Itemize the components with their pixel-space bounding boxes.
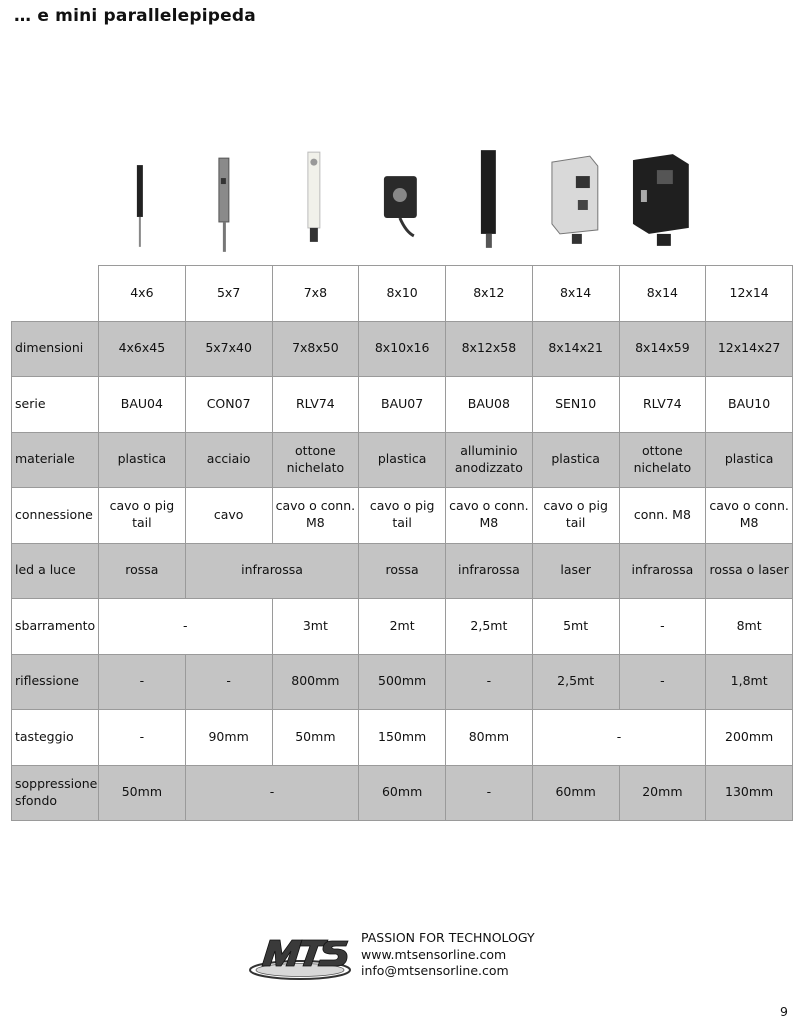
header-cell: 8x14 [619,266,706,322]
header-cell: 4x6 [99,266,186,322]
table-cell: 8x14x59 [619,321,706,377]
table-cell: 60mm [359,765,446,821]
table-cell: 150mm [359,710,446,766]
row-label: dimensioni [12,321,99,377]
page-title: … e mini parallelepipeda [14,6,256,26]
table-cell: cavo o pig tail [99,488,186,544]
table-cell: 2,5mt [446,599,533,655]
table-cell: plastica [99,432,186,488]
table-cell: rossa [359,543,446,599]
table-cell: - [532,710,706,766]
product-image-8x14-sen10 [532,140,619,262]
table-cell: 2,5mt [532,654,619,710]
table-row [12,321,793,377]
header-cell: 7x8 [272,266,359,322]
table-cell: 200mm [706,710,793,766]
table-cell: - [99,654,186,710]
table-cell: - [99,710,186,766]
footer-slogan: PASSION FOR TECHNOLOGY [361,930,535,945]
product-image-8x12 [445,140,532,262]
table-row [12,377,793,433]
table-row [12,765,793,821]
table-cell: conn. M8 [619,488,706,544]
mts-sensorline-logo [248,936,354,982]
table-cell: 12x14x27 [706,321,793,377]
product-image-5x7 [185,140,272,262]
table-cell: cavo o pig tail [532,488,619,544]
table-row [12,599,793,655]
table-cell: 8x10x16 [359,321,446,377]
table-cell: cavo [185,488,272,544]
footer-website-link[interactable]: www.mtsensorline.com [361,946,507,962]
table-cell: 8x14x21 [532,321,619,377]
page-number: 9 [780,1004,788,1019]
table-cell: - [185,654,272,710]
table-cell: 60mm [532,765,619,821]
table-cell: 500mm [359,654,446,710]
row-label: materiale [12,432,99,488]
table-cell: plastica [359,432,446,488]
table-cell: rossa [99,543,186,599]
table-cell: 2mt [359,599,446,655]
table-cell: BAU04 [99,377,186,433]
table-cell: - [185,765,359,821]
table-cell: 50mm [272,710,359,766]
header-cell: 8x12 [446,266,533,322]
table-cell: SEN10 [532,377,619,433]
table-header-row [12,266,793,322]
table-cell: laser [532,543,619,599]
product-photos [98,140,792,262]
table-cell: 50mm [99,765,186,821]
table-cell: - [446,765,533,821]
row-label: soppressione sfondo [12,765,99,821]
table-row [12,432,793,488]
table-cell: BAU08 [446,377,533,433]
table-cell: 7x8x50 [272,321,359,377]
table-cell: 20mm [619,765,706,821]
row-label: tasteggio [12,710,99,766]
table-cell: 4x6x45 [99,321,186,377]
table-row [12,710,793,766]
table-cell: - [619,654,706,710]
table-cell: infrarossa [185,543,359,599]
table-cell: plastica [706,432,793,488]
table-cell: 1,8mt [706,654,793,710]
table-cell: CON07 [185,377,272,433]
table-cell: infrarossa [446,543,533,599]
product-image-8x14-rlv74 [619,140,706,262]
specification-table [11,265,793,821]
table-cell: plastica [532,432,619,488]
table-cell: - [99,599,273,655]
table-cell: acciaio [185,432,272,488]
table-cell: infrarossa [619,543,706,599]
table-cell: 5x7x40 [185,321,272,377]
table-row [12,543,793,599]
header-cell: 5x7 [185,266,272,322]
table-cell: ottone nichelato [619,432,706,488]
table-cell: cavo o conn. M8 [446,488,533,544]
footer-contact [361,930,535,980]
product-image-12x14 [705,140,792,262]
table-row [12,654,793,710]
product-image-7x8 [272,140,359,262]
table-cell: RLV74 [619,377,706,433]
table-cell: 3mt [272,599,359,655]
table-cell: alluminio anodizzato [446,432,533,488]
table-cell: 80mm [446,710,533,766]
table-cell: 5mt [532,599,619,655]
table-row [12,488,793,544]
header-cell: 8x14 [532,266,619,322]
table-cell: ottone nichelato [272,432,359,488]
header-cell: 12x14 [706,266,793,322]
table-cell: cavo o conn. M8 [706,488,793,544]
table-cell: 8mt [706,599,793,655]
table-cell: 90mm [185,710,272,766]
table-cell: 800mm [272,654,359,710]
product-image-4x6 [98,140,185,262]
table-cell: rossa o laser [706,543,793,599]
table-cell: RLV74 [272,377,359,433]
table-cell: cavo o pig tail [359,488,446,544]
row-label: led a luce [12,543,99,599]
product-image-8x10 [358,140,445,262]
row-label: connessione [12,488,99,544]
table-cell: - [619,599,706,655]
table-corner [12,266,99,322]
table-cell: cavo o conn. M8 [272,488,359,544]
row-label: serie [12,377,99,433]
table-cell: BAU10 [706,377,793,433]
row-label: riflessione [12,654,99,710]
table-cell: BAU07 [359,377,446,433]
table-cell: 130mm [706,765,793,821]
table-cell: - [446,654,533,710]
footer [248,930,548,990]
header-cell: 8x10 [359,266,446,322]
footer-email-link[interactable]: info@mtsensorline.com [361,963,509,978]
row-label: sbarramento [12,599,99,655]
table-cell: 8x12x58 [446,321,533,377]
